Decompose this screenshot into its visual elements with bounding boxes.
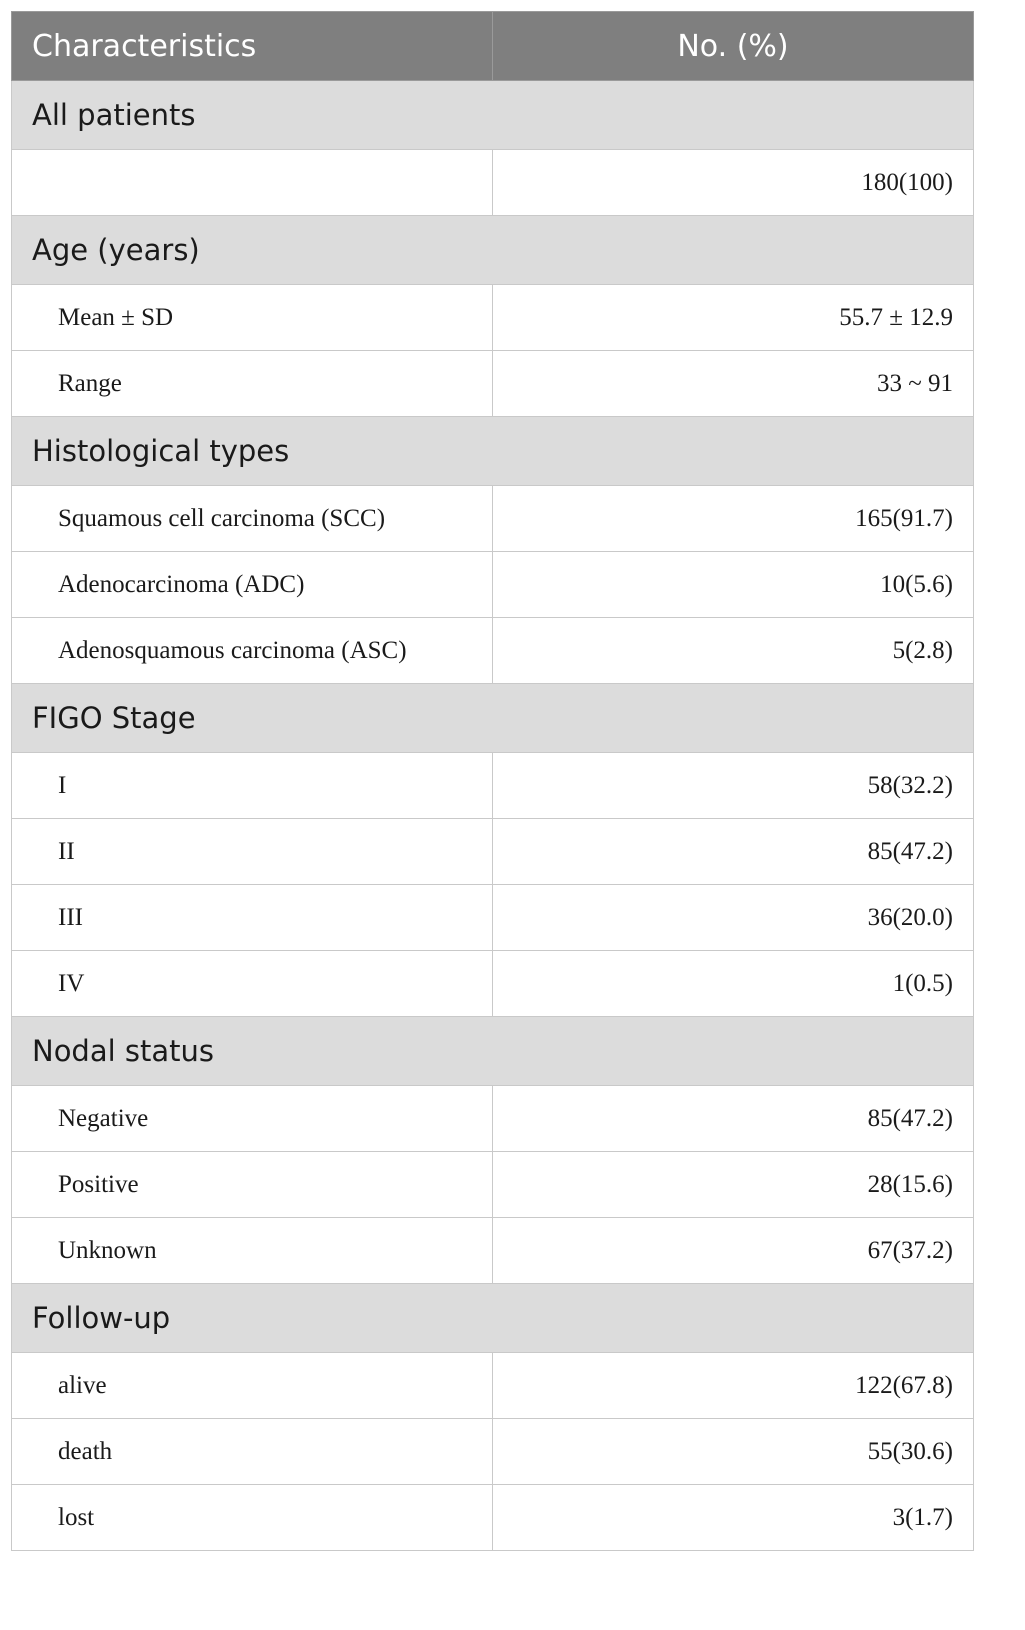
section-title: Histological types bbox=[12, 417, 974, 486]
table-row bbox=[12, 1485, 974, 1551]
row-value: 122(67.8) bbox=[493, 1353, 974, 1419]
table-row bbox=[12, 819, 974, 885]
table-header-row bbox=[12, 12, 974, 81]
section-title: Nodal status bbox=[12, 1017, 974, 1086]
table-row bbox=[12, 1086, 974, 1152]
row-value: 85(47.2) bbox=[493, 1086, 974, 1152]
row-label: Positive bbox=[12, 1152, 493, 1218]
row-value: 55(30.6) bbox=[493, 1419, 974, 1485]
section-row bbox=[12, 684, 974, 753]
row-label: Unknown bbox=[12, 1218, 493, 1284]
row-value: 33 ~ 91 bbox=[493, 351, 974, 417]
table-row bbox=[12, 351, 974, 417]
section-title: Age (years) bbox=[12, 216, 974, 285]
row-value: 10(5.6) bbox=[493, 552, 974, 618]
row-label: Range bbox=[12, 351, 493, 417]
table-row bbox=[12, 1218, 974, 1284]
section-row bbox=[12, 1284, 974, 1353]
row-label: II bbox=[12, 819, 493, 885]
row-value: 1(0.5) bbox=[493, 951, 974, 1017]
row-label bbox=[12, 150, 493, 216]
section-row bbox=[12, 1017, 974, 1086]
row-value: 165(91.7) bbox=[493, 486, 974, 552]
section-title: FIGO Stage bbox=[12, 684, 974, 753]
row-value: 3(1.7) bbox=[493, 1485, 974, 1551]
row-label: Adenocarcinoma (ADC) bbox=[12, 552, 493, 618]
table-row bbox=[12, 951, 974, 1017]
table-row bbox=[12, 285, 974, 351]
row-label: alive bbox=[12, 1353, 493, 1419]
table-row bbox=[12, 1353, 974, 1419]
row-label: IV bbox=[12, 951, 493, 1017]
header-value: No. (%) bbox=[493, 12, 974, 81]
section-row bbox=[12, 81, 974, 150]
row-value: 58(32.2) bbox=[493, 753, 974, 819]
row-label: death bbox=[12, 1419, 493, 1485]
section-row bbox=[12, 417, 974, 486]
header-characteristics: Characteristics bbox=[12, 12, 493, 81]
section-title: All patients bbox=[12, 81, 974, 150]
row-label: Squamous cell carcinoma (SCC) bbox=[12, 486, 493, 552]
row-value: 85(47.2) bbox=[493, 819, 974, 885]
row-value: 55.7 ± 12.9 bbox=[493, 285, 974, 351]
row-label: lost bbox=[12, 1485, 493, 1551]
row-value: 180(100) bbox=[493, 150, 974, 216]
row-label: I bbox=[12, 753, 493, 819]
table-body bbox=[12, 81, 974, 1551]
section-title: Follow-up bbox=[12, 1284, 974, 1353]
row-value: 28(15.6) bbox=[493, 1152, 974, 1218]
table-row bbox=[12, 1419, 974, 1485]
table-row bbox=[12, 486, 974, 552]
row-label: Adenosquamous carcinoma (ASC) bbox=[12, 618, 493, 684]
table-row bbox=[12, 618, 974, 684]
table-row bbox=[12, 150, 974, 216]
row-value: 67(37.2) bbox=[493, 1218, 974, 1284]
characteristics-table bbox=[11, 11, 974, 1551]
row-label: Negative bbox=[12, 1086, 493, 1152]
table-row bbox=[12, 885, 974, 951]
row-value: 5(2.8) bbox=[493, 618, 974, 684]
section-row bbox=[12, 216, 974, 285]
table-row bbox=[12, 552, 974, 618]
row-label: Mean ± SD bbox=[12, 285, 493, 351]
row-label: III bbox=[12, 885, 493, 951]
table-row bbox=[12, 753, 974, 819]
row-value: 36(20.0) bbox=[493, 885, 974, 951]
table-row bbox=[12, 1152, 974, 1218]
